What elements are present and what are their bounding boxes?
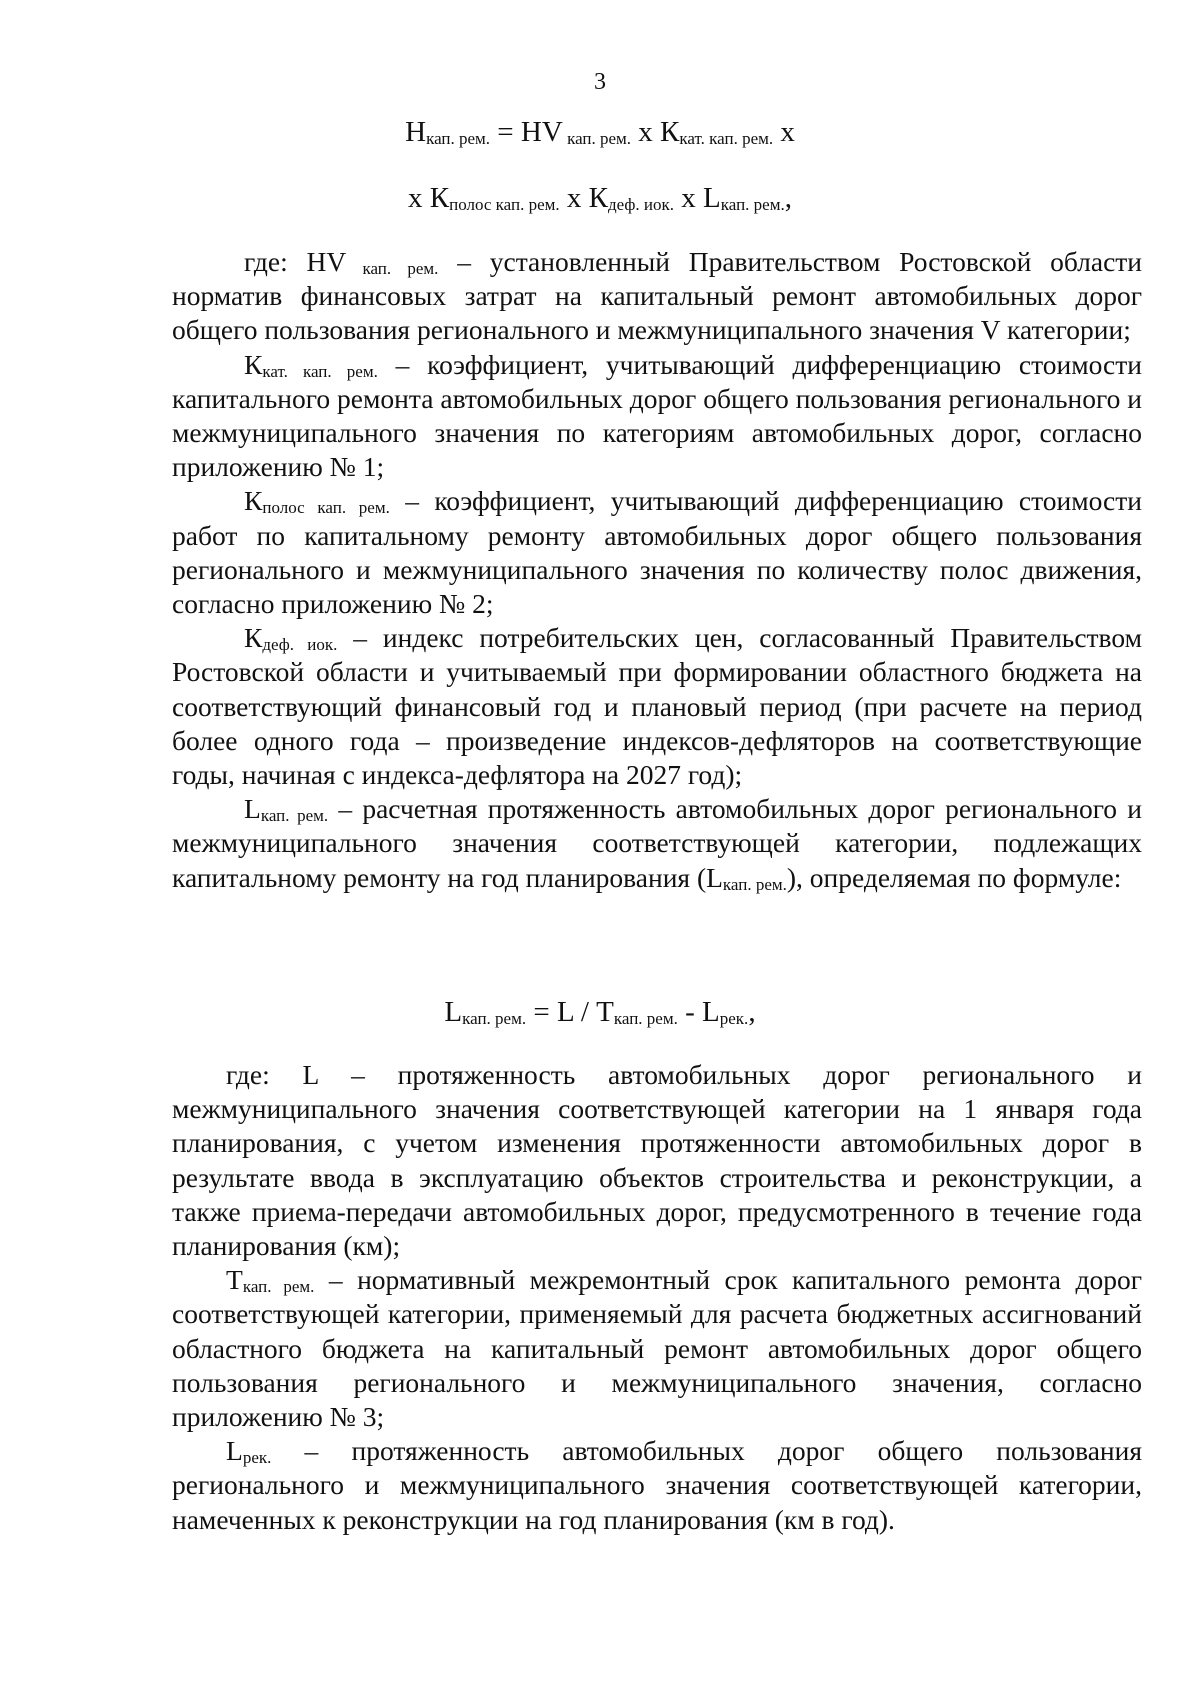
definition-term	[244, 622, 337, 653]
definition-paragraph	[172, 621, 1142, 792]
formula-subscript: деф. иок.	[608, 195, 675, 214]
term-symbol: L	[226, 1435, 243, 1467]
formula-subscript: полос кап. рем.	[449, 195, 560, 214]
formula-symbol: = Н	[490, 116, 542, 148]
definition-text: – расчетная протяженность автомобильных дорог регионального и межмуниципального значения соответствующей категории, подлежащих капитальному ремонту на год планирования (L	[172, 793, 1142, 893]
definition-paragraph	[172, 1434, 1142, 1537]
definition-text: – коэффициент, учитывающий дифференциацию стоимости капитального ремонта автомобильных дорог общего пользования регионального и межмуниципального значения по категориям автомобильных дорог, согласно приложению № 1;	[172, 348, 1143, 483]
formula-subscript: кап. рем.	[613, 1009, 678, 1028]
formula-main-line-2	[0, 180, 1200, 216]
formula-symbol: Н	[405, 116, 427, 148]
term-subscript: кат. кап. рем.	[262, 361, 378, 381]
formula-symbol: L	[444, 996, 463, 1028]
definition-term	[244, 349, 378, 380]
formula-subscript: кап. рем.	[720, 195, 785, 214]
definition-paragraph	[172, 348, 1142, 485]
formula-symbol: х L	[674, 182, 721, 214]
formula-subscript: кат. кап. рем.	[679, 129, 774, 148]
definition-term	[244, 485, 390, 516]
formula-subscript: кап. рем.	[462, 1009, 527, 1028]
formula-symbol: х К	[631, 116, 680, 148]
term-subscript: кап. рем.	[242, 1277, 315, 1297]
term-symbol: К	[244, 485, 263, 517]
formula-subscript: рек.	[719, 1009, 749, 1028]
formula-symbol: х К	[408, 182, 450, 214]
definition-paragraph	[172, 1058, 1142, 1263]
formula-symbol: ,	[784, 182, 792, 214]
term-subscript: кап. рем.	[260, 806, 329, 826]
formula-subscript: кап. рем.	[562, 129, 632, 148]
term-symbol: L	[244, 793, 261, 825]
definition-paragraph	[172, 792, 1142, 895]
formula-symbol: - L	[677, 996, 720, 1028]
formula-main-line-1	[0, 114, 1200, 150]
formula-length	[0, 994, 1200, 1030]
definition-text: ), определяемая по формуле:	[786, 861, 1122, 893]
definition-term	[244, 793, 328, 824]
term-symbol: где: Н	[244, 246, 327, 277]
definitions-block-a	[172, 245, 1142, 895]
definition-text: – индекс потребительских цен, согласованный Правительством Ростовской области и учитываемый при формировании областного бюджета на соответствующий финансовый год и плановый период (при расчете на период более одного года – произведение индексов-дефляторов на соответствующие годы, начиная с индекса-дефлятора на 2027 год);	[172, 622, 1142, 791]
term-subscript: кап. рем.	[346, 259, 439, 278]
term-symbol: К	[244, 348, 263, 380]
definition-paragraph	[172, 484, 1142, 621]
definition-text: – коэффициент, учитывающий дифференциацию стоимости работ по капитальному ремонту автомобильных дорог общего пользования регионального и межмуниципального значения по количеству полос движения, согласно приложению № 2;	[172, 485, 1142, 620]
formula-symbol: х	[773, 116, 795, 148]
term-subscript: рек.	[242, 1448, 272, 1468]
definition-text: – нормативный межремонтный срок капитального ремонта дорог соответствующей категории, применяемый для расчета бюджетных ассигнований областного бюджета на капитальный ремонт автомобильных дорог общего пользования регионального и межмуниципального значения, согласно приложению № 3;	[172, 1264, 1142, 1433]
definitions-block-b	[172, 1058, 1142, 1537]
page-number: 3	[594, 69, 606, 95]
term-symbol: V	[326, 246, 347, 277]
definition-term	[226, 1059, 318, 1090]
definition-text: – протяженность автомобильных дорог регионального и межмуниципального значения соответствующей категории на 1 января года планирования, с учетом изменения протяженности автомобильных дорог в результате ввода в эксплуатацию объектов строительства и реконструкции, а также приема-передачи автомобильных дорог, предусмотренного в течение года планирования (км);	[172, 1059, 1142, 1262]
term-symbol: Т	[226, 1264, 243, 1296]
formula-symbol: ,	[748, 996, 756, 1028]
definition-term	[226, 1264, 314, 1295]
definition-text: – протяженность автомобильных дорог общего пользования регионального и межмуниципального значения соответствующей категории, намеченных к реконструкции на год планирования (км в год).	[172, 1435, 1142, 1535]
definition-term	[244, 246, 438, 277]
definition-paragraph	[172, 245, 1142, 348]
definition-text: – установленный Правительством Ростовской области норматив финансовых затрат на капитальный ремонт автомобильных дорог общего пользования регионального и межмуниципального значения V категории;	[172, 246, 1143, 346]
definition-term	[226, 1435, 271, 1466]
term-subscript: полос кап. рем.	[262, 498, 390, 518]
formula-symbol: V	[541, 116, 563, 148]
formula-symbol: х К	[559, 182, 608, 214]
term-symbol: К	[244, 622, 263, 654]
term-symbol: где: L	[226, 1059, 319, 1090]
formula-symbol: = L / Т	[526, 996, 614, 1028]
formula-subscript: кап. рем.	[426, 129, 491, 148]
term-subscript: деф. иок.	[262, 635, 338, 655]
inline-subscript: кап. рем.	[722, 874, 787, 894]
definition-paragraph	[172, 1263, 1142, 1434]
